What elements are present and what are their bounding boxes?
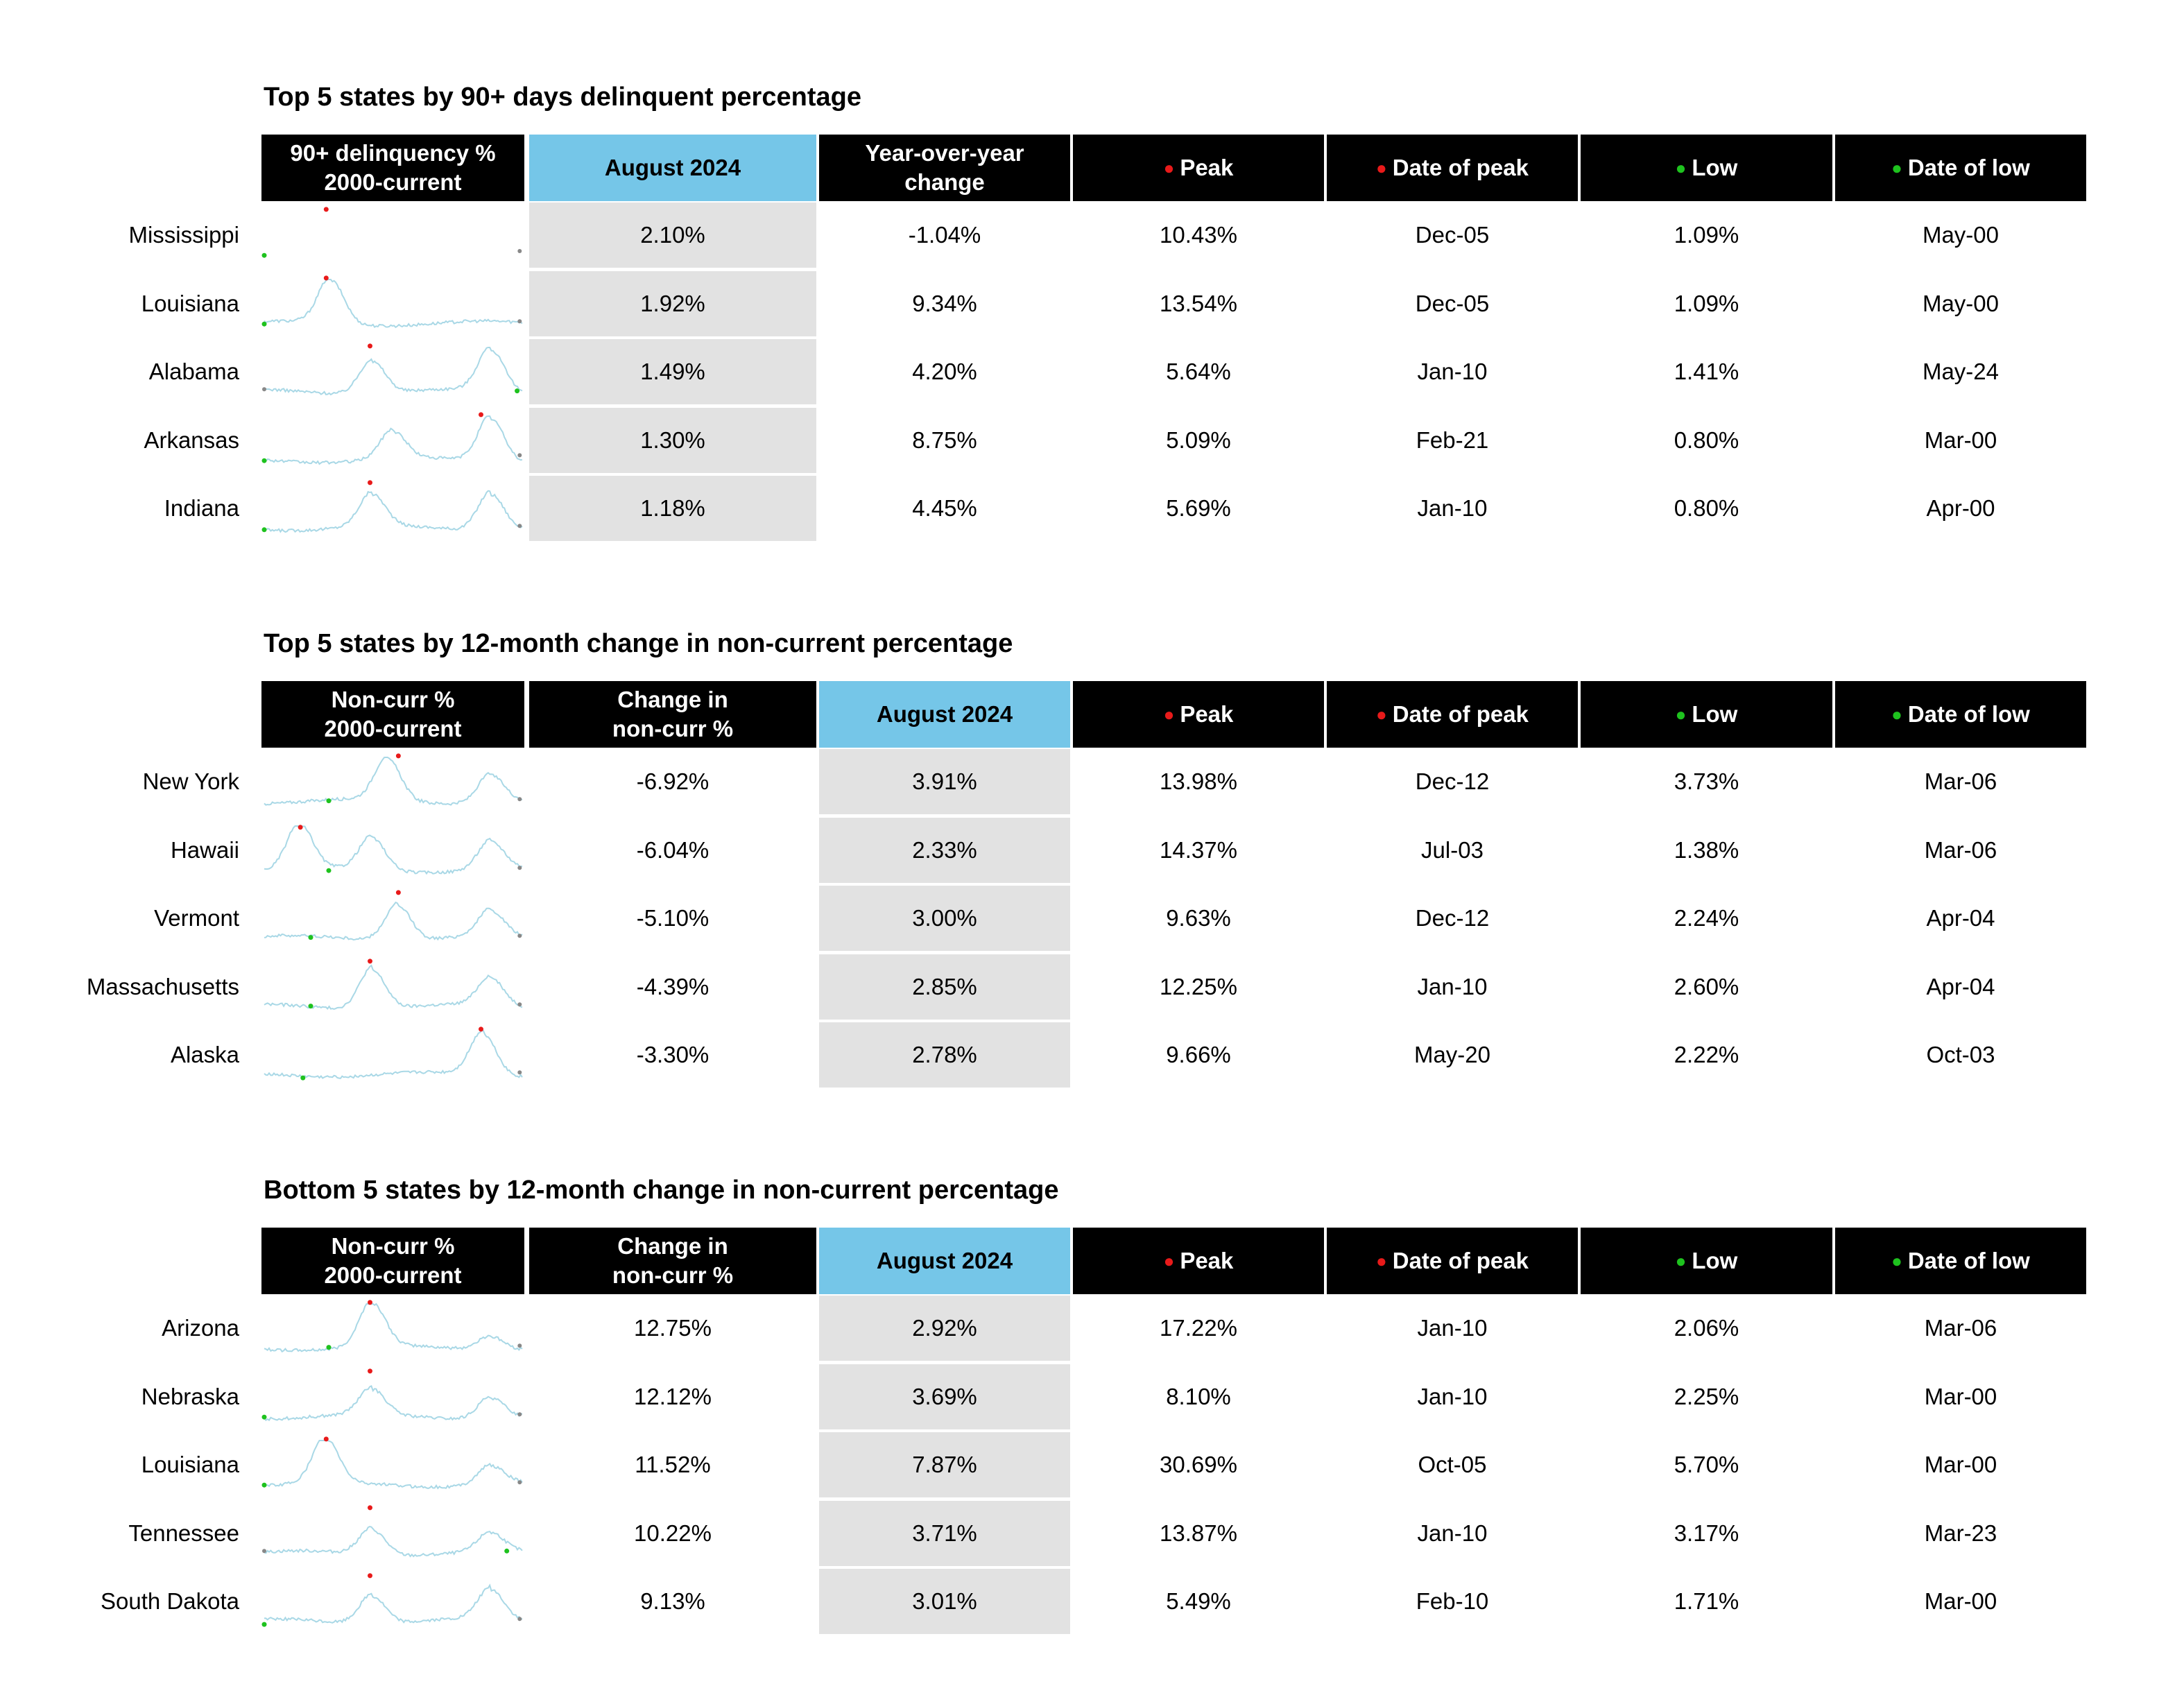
section-title: Bottom 5 states by 12-month change in non-current percentage xyxy=(264,1176,1059,1205)
low-marker xyxy=(327,1345,332,1350)
sparkline-chart xyxy=(261,271,525,336)
table-cell: 11.52% xyxy=(635,1452,711,1477)
state-label: Arizona xyxy=(162,1315,239,1341)
table-cell: 5.49% xyxy=(1166,1588,1231,1614)
table-cell: 10.43% xyxy=(1160,222,1237,248)
sparkline-chart xyxy=(261,1432,525,1497)
sparkline-chart xyxy=(261,1569,525,1634)
table-cell: 9.13% xyxy=(640,1588,705,1614)
column-header-label: Peak xyxy=(1180,155,1234,180)
table-cell: 3.00% xyxy=(819,886,1070,951)
table-cell: May-20 xyxy=(1413,1042,1491,1067)
low-marker xyxy=(309,1004,313,1008)
peak-marker xyxy=(368,1573,372,1578)
state-label: Massachusetts xyxy=(86,973,239,999)
table-cell: Jan-10 xyxy=(1417,1520,1488,1546)
column-header xyxy=(261,681,524,748)
table-cell: Mar-06 xyxy=(1924,1315,1997,1341)
peak-marker xyxy=(396,890,401,895)
column-header-label: Change in non-curr % xyxy=(612,1233,734,1288)
peak-dot-icon: ● xyxy=(1163,1250,1175,1271)
low-marker xyxy=(327,798,332,803)
table-cell: 12.25% xyxy=(1160,973,1237,999)
table-cell: Dec-12 xyxy=(1415,905,1490,931)
latest-marker xyxy=(517,524,522,528)
low-marker xyxy=(327,868,332,873)
column-header xyxy=(1835,135,2086,201)
table-cell: 3.69% xyxy=(819,1364,1070,1429)
table-section-3 xyxy=(0,1175,2184,1702)
sparkline-series xyxy=(264,1031,522,1078)
peak-dot-icon: ● xyxy=(1163,157,1175,178)
table-section-2 xyxy=(0,628,2184,1155)
state-label: Alaska xyxy=(170,1042,239,1067)
table-cell: 1.09% xyxy=(1674,222,1739,248)
low-dot-icon: ● xyxy=(1675,704,1687,725)
column-header-label: Non-curr % 2000-current xyxy=(324,1233,462,1288)
peak-marker xyxy=(368,959,372,963)
sparkline-chart xyxy=(261,749,525,814)
table-cell: 5.70% xyxy=(1674,1452,1739,1477)
column-header-label: Change in non-curr % xyxy=(612,687,734,741)
column-header-label: Low xyxy=(1692,155,1738,180)
sparkline-series xyxy=(264,1585,522,1623)
latest-marker xyxy=(517,453,522,457)
column-header-label: Low xyxy=(1692,701,1738,727)
column-header-label: Year-over-year change xyxy=(865,140,1024,195)
sparkline-series xyxy=(264,757,522,805)
sparkline-series xyxy=(264,965,522,1009)
column-header-label: Date of peak xyxy=(1392,701,1529,727)
state-label: Alabama xyxy=(148,359,239,384)
sparkline-chart xyxy=(261,408,525,473)
peak-marker xyxy=(479,412,483,417)
column-header-label: Date of low xyxy=(1907,155,2030,180)
sparkline-chart xyxy=(261,886,525,951)
table-cell: 2.85% xyxy=(819,954,1070,1020)
column-header xyxy=(819,135,1070,201)
column-header-label: 90+ delinquency % 2000-current xyxy=(290,140,496,195)
table-cell: Apr-04 xyxy=(1926,905,1995,931)
table-cell: 2.10% xyxy=(529,203,816,268)
sparkline-chart xyxy=(261,203,525,268)
table-cell: 1.92% xyxy=(529,271,816,336)
state-label: Arkansas xyxy=(144,427,239,453)
column-header-label: Date of peak xyxy=(1392,1248,1529,1273)
table-cell: 1.49% xyxy=(529,339,816,404)
sparkline-series xyxy=(264,347,522,395)
state-label: Nebraska xyxy=(141,1383,239,1409)
sparkline-chart xyxy=(261,476,525,541)
table-cell: 2.78% xyxy=(819,1022,1070,1088)
column-header xyxy=(1581,681,1832,748)
low-dot-icon: ● xyxy=(1891,1250,1902,1271)
low-marker xyxy=(262,527,267,532)
peak-marker xyxy=(324,207,329,212)
low-marker xyxy=(504,1548,509,1553)
low-marker xyxy=(262,1622,267,1627)
table-cell: Jan-10 xyxy=(1417,359,1488,384)
table-cell: 30.69% xyxy=(1160,1452,1237,1477)
table-cell: Mar-23 xyxy=(1924,1520,1997,1546)
latest-marker xyxy=(517,934,522,938)
table-cell: Apr-00 xyxy=(1926,495,1995,521)
table-cell: -3.30% xyxy=(636,1042,710,1067)
table-cell: 5.09% xyxy=(1166,427,1231,453)
table-cell: 9.34% xyxy=(912,290,977,316)
latest-marker xyxy=(262,1549,266,1553)
latest-marker xyxy=(517,797,522,801)
column-header xyxy=(1835,1228,2086,1294)
table-cell: Dec-12 xyxy=(1415,768,1490,794)
low-marker xyxy=(300,1076,305,1081)
table-cell: 7.87% xyxy=(819,1432,1070,1497)
table-cell: Dec-05 xyxy=(1415,290,1490,316)
table-cell: -6.92% xyxy=(636,768,710,794)
table-cell: 3.71% xyxy=(819,1501,1070,1566)
table-cell: May-00 xyxy=(1922,222,2000,248)
peak-marker xyxy=(324,275,329,280)
low-marker xyxy=(262,321,267,326)
table-cell: 1.38% xyxy=(1674,836,1739,863)
table-cell: 2.22% xyxy=(1674,1042,1739,1067)
column-header xyxy=(819,681,1070,748)
sparkline-series xyxy=(264,491,522,532)
table-cell: 10.22% xyxy=(634,1520,712,1546)
table-cell: 1.41% xyxy=(1674,359,1739,384)
peak-marker xyxy=(368,1300,372,1305)
sparkline-series xyxy=(264,826,522,874)
table-cell: 2.06% xyxy=(1674,1315,1739,1341)
sparkline-series xyxy=(264,1386,522,1420)
table-cell: 2.24% xyxy=(1674,905,1739,931)
sparkline-chart xyxy=(261,1022,525,1088)
peak-marker xyxy=(368,343,372,348)
peak-dot-icon: ● xyxy=(1376,704,1387,725)
table-cell: 2.60% xyxy=(1674,973,1739,999)
low-dot-icon: ● xyxy=(1891,704,1902,725)
latest-marker xyxy=(517,1617,522,1621)
peak-marker xyxy=(396,753,401,758)
table-cell: Mar-00 xyxy=(1924,427,1997,453)
column-header xyxy=(1835,681,2086,748)
sparkline-chart xyxy=(261,339,525,404)
sparkline-series xyxy=(264,902,522,940)
table-cell: -4.39% xyxy=(636,973,710,999)
table-cell: May-00 xyxy=(1922,290,2000,316)
table-cell: Feb-10 xyxy=(1416,1588,1489,1614)
column-header-label: August 2024 xyxy=(604,155,741,180)
state-label: South Dakota xyxy=(101,1588,239,1614)
table-cell: 1.18% xyxy=(529,476,816,541)
column-header xyxy=(819,1228,1070,1294)
table-cell: Mar-06 xyxy=(1924,768,1997,794)
table-cell: 9.63% xyxy=(1166,905,1231,931)
state-label: Indiana xyxy=(164,495,239,521)
state-label: Vermont xyxy=(154,905,239,931)
column-header xyxy=(1327,1228,1578,1294)
latest-marker xyxy=(517,319,522,323)
table-cell: 13.98% xyxy=(1160,768,1237,794)
table-cell: 13.87% xyxy=(1160,1520,1237,1546)
table-cell: 5.69% xyxy=(1166,495,1231,521)
column-header-label: Date of peak xyxy=(1392,155,1529,180)
table-cell: Oct-03 xyxy=(1926,1042,1995,1067)
peak-marker xyxy=(479,1026,483,1031)
state-label: New York xyxy=(142,768,239,794)
peak-marker xyxy=(324,1436,329,1441)
column-header-label: Date of low xyxy=(1907,1248,2030,1273)
column-header xyxy=(1073,681,1324,748)
peak-dot-icon: ● xyxy=(1163,704,1175,725)
table-cell: 4.45% xyxy=(912,495,977,521)
latest-marker xyxy=(262,387,266,391)
column-header xyxy=(1073,135,1324,201)
table-cell: 12.75% xyxy=(634,1315,712,1341)
table-cell: 8.10% xyxy=(1166,1383,1231,1409)
sparkline-series xyxy=(264,1527,522,1556)
table-cell: May-24 xyxy=(1922,359,2000,384)
column-header xyxy=(529,681,816,748)
table-cell: Jan-10 xyxy=(1417,1383,1488,1409)
table-cell: -1.04% xyxy=(908,222,981,248)
peak-dot-icon: ● xyxy=(1376,157,1387,178)
low-marker xyxy=(515,388,519,393)
table-cell: Apr-04 xyxy=(1926,973,1995,999)
sparkline-chart xyxy=(261,818,525,883)
state-label: Hawaii xyxy=(170,836,239,863)
column-header xyxy=(529,135,816,201)
table-cell: Oct-05 xyxy=(1418,1452,1487,1477)
table-cell: Jul-03 xyxy=(1421,836,1484,863)
table-cell: 0.80% xyxy=(1674,495,1739,521)
latest-marker xyxy=(517,866,522,870)
column-header-label: Peak xyxy=(1180,701,1234,727)
state-label: Louisiana xyxy=(141,1452,239,1477)
table-cell: 5.64% xyxy=(1166,359,1231,384)
low-dot-icon: ● xyxy=(1675,1250,1687,1271)
table-cell: Dec-05 xyxy=(1415,222,1490,248)
table-cell: 4.20% xyxy=(912,359,977,384)
column-header xyxy=(261,1228,524,1294)
table-cell: 12.12% xyxy=(634,1383,712,1409)
table-cell: 3.01% xyxy=(819,1569,1070,1634)
sparkline-series xyxy=(264,1304,522,1352)
latest-marker xyxy=(517,1070,522,1074)
table-cell: 1.30% xyxy=(529,408,816,473)
sparkline-chart xyxy=(261,954,525,1020)
state-label: Louisiana xyxy=(141,290,239,316)
low-marker xyxy=(262,1483,267,1488)
latest-marker xyxy=(517,1480,522,1484)
table-cell: 9.66% xyxy=(1166,1042,1231,1067)
peak-dot-icon: ● xyxy=(1376,1250,1387,1271)
peak-marker xyxy=(368,480,372,485)
column-header xyxy=(529,1228,816,1294)
state-label: Mississippi xyxy=(128,222,239,248)
column-header xyxy=(1073,1228,1324,1294)
table-cell: Mar-06 xyxy=(1924,836,1997,863)
table-cell: Mar-00 xyxy=(1924,1383,1997,1409)
sparkline-chart xyxy=(261,1501,525,1566)
section-title: Top 5 states by 90+ days delinquent percentage xyxy=(264,83,861,112)
latest-marker xyxy=(517,1002,522,1006)
table-cell: Jan-10 xyxy=(1417,973,1488,999)
column-header-label: Peak xyxy=(1180,1248,1234,1273)
table-cell: 14.37% xyxy=(1160,836,1237,863)
table-cell: 0.80% xyxy=(1674,427,1739,453)
column-header-label: Date of low xyxy=(1907,701,2030,727)
table-section-1 xyxy=(0,82,2184,609)
table-cell: 1.09% xyxy=(1674,290,1739,316)
column-header-label: August 2024 xyxy=(876,701,1013,727)
table-cell: Jan-10 xyxy=(1417,1315,1488,1341)
column-header xyxy=(1581,135,1832,201)
table-cell: 3.91% xyxy=(819,749,1070,814)
peak-marker xyxy=(368,1505,372,1510)
table-cell: 3.73% xyxy=(1674,768,1739,794)
peak-marker xyxy=(298,825,303,829)
sparkline-series xyxy=(264,416,522,464)
table-cell: 3.17% xyxy=(1674,1520,1739,1546)
column-header-label: Non-curr % 2000-current xyxy=(324,687,462,741)
low-dot-icon: ● xyxy=(1891,157,1902,178)
column-header xyxy=(1581,1228,1832,1294)
sparkline-series xyxy=(264,280,522,327)
peak-marker xyxy=(368,1368,372,1373)
table-cell: -5.10% xyxy=(636,905,710,931)
sparkline-series xyxy=(264,1441,522,1488)
table-cell: 13.54% xyxy=(1160,290,1237,316)
table-cell: 17.22% xyxy=(1160,1315,1237,1341)
table-cell: 2.92% xyxy=(819,1296,1070,1361)
column-header xyxy=(261,135,524,201)
low-dot-icon: ● xyxy=(1675,157,1687,178)
low-marker xyxy=(262,1414,267,1419)
low-marker xyxy=(262,458,267,463)
table-cell: 8.75% xyxy=(912,427,977,453)
table-cell: 2.25% xyxy=(1674,1383,1739,1409)
latest-marker xyxy=(517,249,522,253)
table-cell: -6.04% xyxy=(636,836,710,863)
sparkline-chart xyxy=(261,1364,525,1429)
column-header xyxy=(1327,135,1578,201)
table-cell: 2.33% xyxy=(819,818,1070,883)
latest-marker xyxy=(517,1343,522,1348)
table-cell: Mar-00 xyxy=(1924,1452,1997,1477)
table-cell: 1.71% xyxy=(1674,1588,1739,1614)
column-header-label: August 2024 xyxy=(876,1248,1013,1273)
sparkline-chart xyxy=(261,1296,525,1361)
section-title: Top 5 states by 12-month change in non-current percentage xyxy=(264,629,1013,658)
column-header-label: Low xyxy=(1692,1248,1738,1273)
column-header xyxy=(1327,681,1578,748)
table-cell: Feb-21 xyxy=(1416,427,1489,453)
table-cell: Mar-00 xyxy=(1924,1588,1997,1614)
low-marker xyxy=(262,253,267,258)
low-marker xyxy=(309,935,313,940)
state-label: Tennessee xyxy=(128,1520,239,1546)
latest-marker xyxy=(517,1412,522,1416)
table-cell: Jan-10 xyxy=(1417,495,1488,521)
